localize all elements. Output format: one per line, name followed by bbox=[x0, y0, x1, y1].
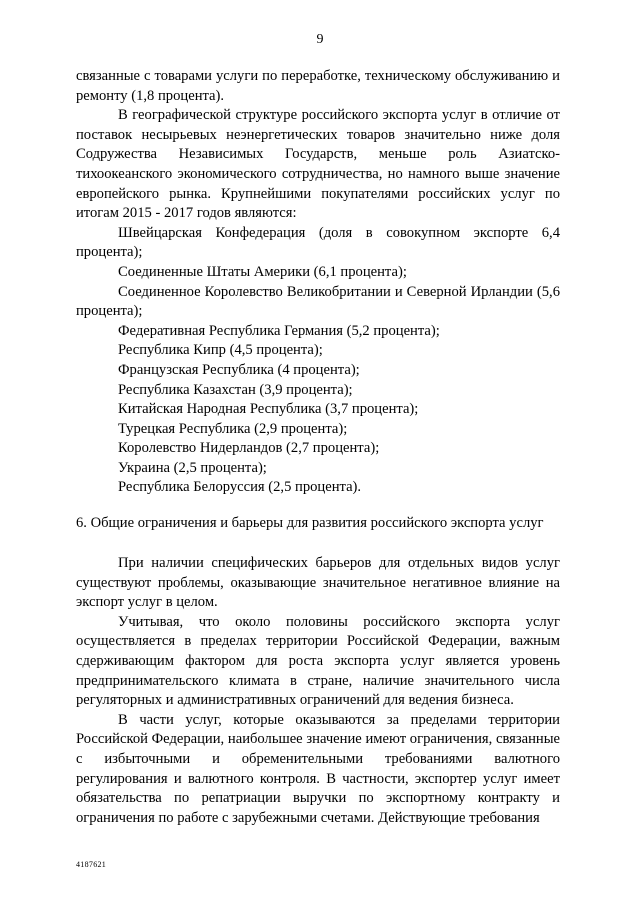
body-section-top bbox=[76, 67, 560, 498]
list-item: Республика Белоруссия (2,5 процента). bbox=[118, 479, 362, 496]
list-item: Королевство Нидерландов (2,7 процента); bbox=[118, 440, 380, 457]
paragraph: В части услуг, которые оказываются за пределами территории Российской Федерации, наибольшее значение имеют ограничения, связанные с избыточными и обременительными требованиями валютного регулирования и валютного контроля. В частности, экспортер услуг имеет обязательства по репатриации выручки по экспортному контракту и ограничения по работе с зарубежными счетами. Действующие требования bbox=[76, 711, 560, 826]
list-item: Швейцарская Конфедерация (доля в совокупном экспорте 6,4 процента); bbox=[76, 224, 560, 261]
list-item: Соединенное Королевство Великобритании и Северной Ирландии (5,6 процента); bbox=[76, 283, 560, 320]
paragraph: При наличии специфических барьеров для отдельных видов услуг существуют проблемы, оказывающие значительное негативное влияние на экспорт услуг в целом. bbox=[76, 555, 560, 611]
section-heading: 6. Общие ограничения и барьеры для развития российского экспорта услуг bbox=[76, 515, 544, 531]
paragraph: Учитывая, что около половины российского экспорта услуг осуществляется в пределах территории Российской Федерации, важным сдерживающим фактором для роста экспорта услуг является уровень предпринимательского климата в стране, наличие значительного числа регуляторных и административных ограничений для ведения бизнеса. bbox=[76, 613, 560, 709]
paragraph-geography: В географической структуре российского экспорта услуг в отличие от поставок несырьевых неэнергетических товаров значительно ниже доля Содружества Независимых Государств, меньше роль Азиатско-тихоокеанского экономического сотрудничества, но намного выше значение европейского рынка. Крупнейшими покупателями российских услуг по итогам 2015 - 2017 годов являются: bbox=[76, 107, 560, 222]
list-item: Украина (2,5 процента); bbox=[118, 459, 267, 476]
page-number: 9 bbox=[316, 32, 324, 47]
list-item: Соединенные Штаты Америки (6,1 процента); bbox=[118, 263, 407, 280]
body-section-barriers bbox=[76, 554, 560, 828]
list-item: Республика Кипр (4,5 процента); bbox=[118, 342, 323, 359]
list-item: Китайская Народная Республика (3,7 процента); bbox=[118, 401, 419, 418]
document-code: 4187621 bbox=[76, 860, 107, 869]
list-item: Французская Республика (4 процента); bbox=[118, 361, 360, 378]
list-item: Федеративная Республика Германия (5,2 процента); bbox=[118, 322, 440, 339]
paragraph-continuation: связанные с товарами услуги по переработке, техническому обслуживанию и ремонту (1,8 процента). bbox=[76, 68, 560, 104]
list-item: Турецкая Республика (2,9 процента); bbox=[118, 420, 348, 437]
list-item: Республика Казахстан (3,9 процента); bbox=[118, 381, 353, 398]
buyers-list bbox=[76, 224, 560, 498]
